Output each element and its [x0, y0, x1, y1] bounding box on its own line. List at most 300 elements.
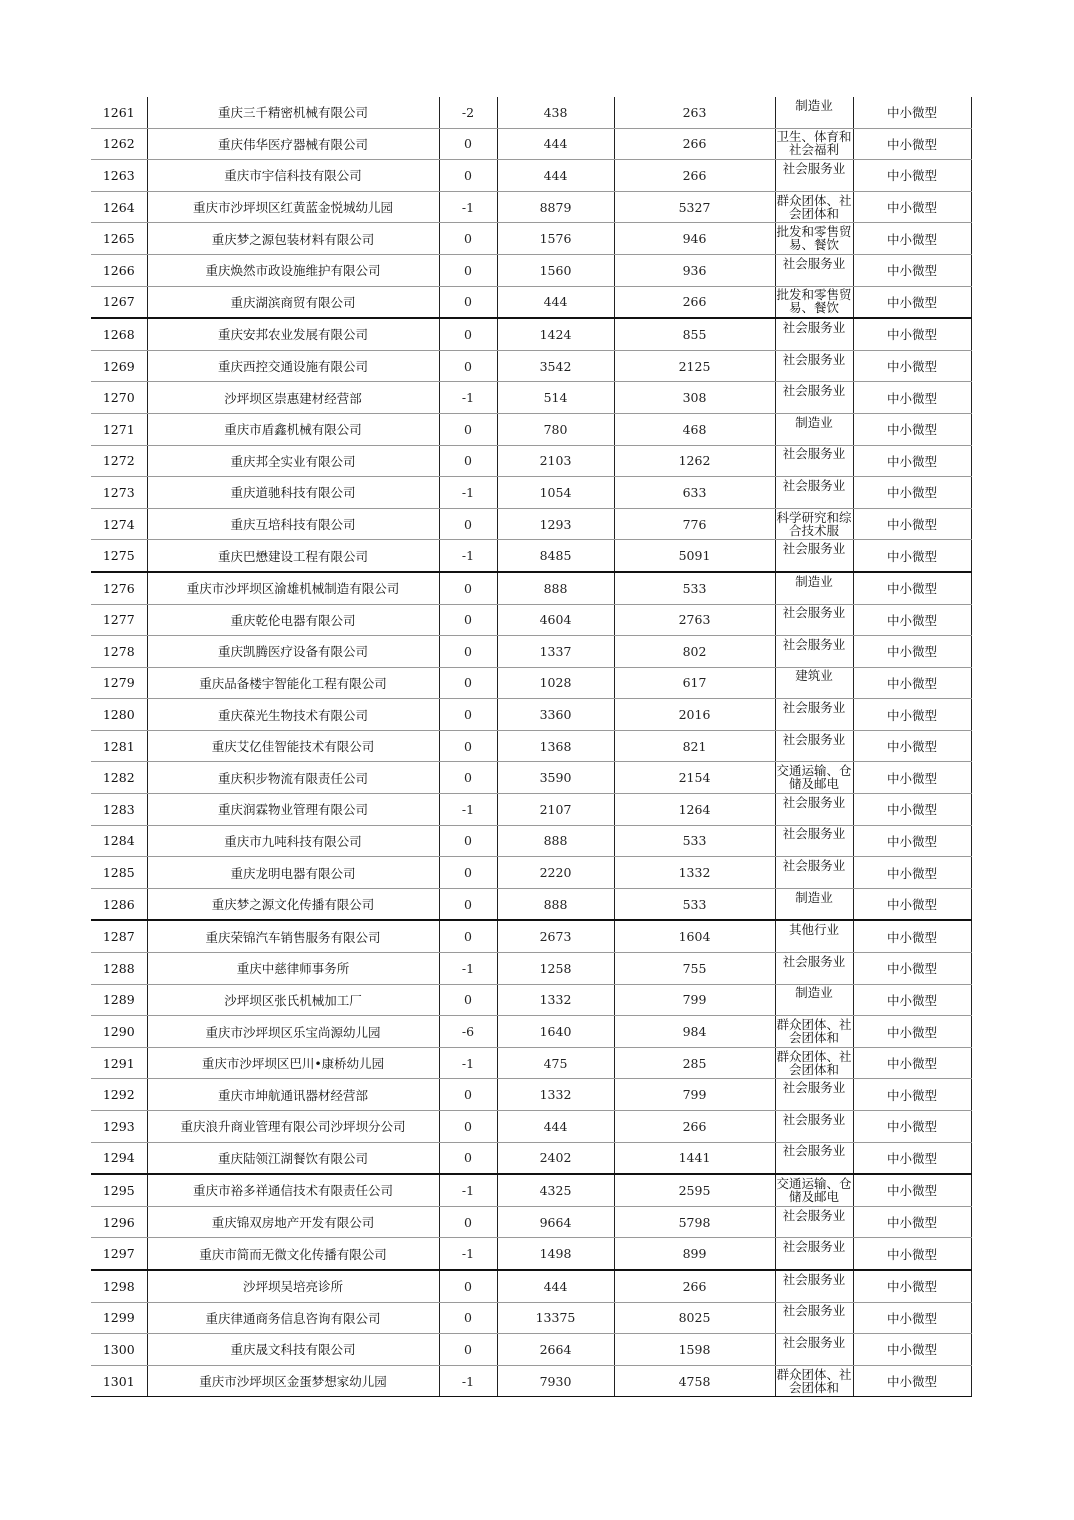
- cell-enterprise-size: 中小微型: [853, 1365, 971, 1397]
- cell-seq: 1272: [91, 445, 147, 477]
- cell-company-name: 重庆三千精密机械有限公司: [147, 97, 439, 128]
- cell-industry: [775, 1238, 853, 1270]
- cell-seq: 1277: [91, 604, 147, 636]
- cell-change: 0: [439, 350, 497, 382]
- cell-change: 0: [439, 1302, 497, 1334]
- cell-company-name: 重庆润霖物业管理有限公司: [147, 794, 439, 826]
- cell-change: 0: [439, 1142, 497, 1174]
- cell-industry: [775, 1270, 853, 1302]
- cell-change: -2: [439, 97, 497, 128]
- cell-company-name: 重庆市沙坪坝区渝雄机械制造有限公司: [147, 572, 439, 604]
- cell-change: 0: [439, 1111, 497, 1143]
- cell-seq: 1270: [91, 382, 147, 414]
- table-row: [91, 667, 971, 699]
- industry-text: 制造业: [795, 415, 833, 430]
- cell-enterprise-size: 中小微型: [853, 254, 971, 286]
- table-row: [91, 762, 971, 794]
- cell-value-a: 7930: [497, 1365, 614, 1397]
- cell-seq: 1266: [91, 254, 147, 286]
- industry-text: 群众团体、社会团体和: [776, 1049, 852, 1077]
- industry-text: 社会服务业: [782, 1272, 846, 1287]
- cell-value-a: 1028: [497, 667, 614, 699]
- cell-value-b: 1598: [614, 1334, 775, 1366]
- cell-seq: 1261: [91, 97, 147, 128]
- cell-enterprise-size: 中小微型: [853, 604, 971, 636]
- table-row: [91, 1016, 971, 1048]
- cell-industry: [775, 636, 853, 668]
- cell-change: 0: [439, 254, 497, 286]
- table-row: [91, 953, 971, 985]
- cell-industry: [775, 350, 853, 382]
- cell-enterprise-size: 中小微型: [853, 730, 971, 762]
- industry-text: 社会服务业: [782, 795, 846, 810]
- table-row: [91, 604, 971, 636]
- cell-enterprise-size: 中小微型: [853, 1270, 971, 1302]
- cell-value-b: 799: [614, 1079, 775, 1111]
- cell-value-a: 1293: [497, 508, 614, 540]
- industry-text: 群众团体、社会团体和: [776, 1367, 852, 1395]
- cell-company-name: 重庆律通商务信息咨询有限公司: [147, 1302, 439, 1334]
- table-row: [91, 1047, 971, 1079]
- industry-text: 社会服务业: [782, 606, 846, 621]
- cell-enterprise-size: 中小微型: [853, 1302, 971, 1334]
- cell-industry: [775, 1079, 853, 1111]
- cell-company-name: 重庆梦之源文化传播有限公司: [147, 888, 439, 920]
- cell-seq: 1295: [91, 1174, 147, 1206]
- cell-seq: 1269: [91, 350, 147, 382]
- cell-company-name: 重庆道驰科技有限公司: [147, 477, 439, 509]
- table-row: [91, 1302, 971, 1334]
- cell-change: 0: [439, 1206, 497, 1238]
- cell-seq: 1271: [91, 413, 147, 445]
- cell-value-b: 821: [614, 730, 775, 762]
- industry-text: 社会服务业: [782, 701, 846, 716]
- cell-value-b: 4758: [614, 1365, 775, 1397]
- cell-industry: [775, 667, 853, 699]
- table-row: [91, 286, 971, 318]
- industry-text: 交通运输、仓储及邮电: [776, 764, 852, 792]
- cell-industry: [775, 920, 853, 952]
- cell-industry: [775, 223, 853, 255]
- industry-text: 社会服务业: [782, 1081, 846, 1096]
- cell-industry: [775, 508, 853, 540]
- cell-enterprise-size: 中小微型: [853, 1206, 971, 1238]
- cell-seq: 1284: [91, 825, 147, 857]
- cell-value-b: 984: [614, 1016, 775, 1048]
- cell-change: 0: [439, 667, 497, 699]
- cell-value-b: 633: [614, 477, 775, 509]
- cell-industry: [775, 1302, 853, 1334]
- cell-value-b: 899: [614, 1238, 775, 1270]
- cell-change: 0: [439, 445, 497, 477]
- cell-seq: 1278: [91, 636, 147, 668]
- cell-value-b: 2016: [614, 699, 775, 731]
- cell-company-name: 重庆锦双房地产开发有限公司: [147, 1206, 439, 1238]
- cell-value-a: 514: [497, 382, 614, 414]
- cell-industry: [775, 318, 853, 350]
- cell-seq: 1268: [91, 318, 147, 350]
- cell-value-a: 1560: [497, 254, 614, 286]
- cell-enterprise-size: 中小微型: [853, 128, 971, 160]
- cell-enterprise-size: 中小微型: [853, 667, 971, 699]
- table-row: [91, 572, 971, 604]
- table-row: [91, 699, 971, 731]
- cell-value-a: 13375: [497, 1302, 614, 1334]
- cell-value-a: 444: [497, 286, 614, 318]
- cell-change: -1: [439, 1047, 497, 1079]
- table-row: [91, 1238, 971, 1270]
- cell-change: 0: [439, 920, 497, 952]
- industry-text: 社会服务业: [782, 1208, 846, 1223]
- cell-value-b: 5327: [614, 191, 775, 223]
- industry-text: 社会服务业: [782, 320, 846, 335]
- cell-value-a: 2220: [497, 857, 614, 889]
- industry-text: 社会服务业: [782, 1304, 846, 1319]
- cell-seq: 1294: [91, 1142, 147, 1174]
- cell-seq: 1262: [91, 128, 147, 160]
- industry-text: 社会服务业: [782, 1335, 846, 1350]
- cell-enterprise-size: 中小微型: [853, 1174, 971, 1206]
- cell-industry: [775, 1111, 853, 1143]
- table-row: [91, 1270, 971, 1302]
- cell-change: 0: [439, 318, 497, 350]
- industry-text: 社会服务业: [782, 954, 846, 969]
- cell-enterprise-size: 中小微型: [853, 888, 971, 920]
- industry-text: 社会服务业: [782, 1112, 846, 1127]
- cell-value-b: 2595: [614, 1174, 775, 1206]
- cell-enterprise-size: 中小微型: [853, 382, 971, 414]
- cell-value-a: 2107: [497, 794, 614, 826]
- cell-value-a: 4604: [497, 604, 614, 636]
- table-row: [91, 857, 971, 889]
- cell-industry: [775, 413, 853, 445]
- cell-industry: [775, 984, 853, 1016]
- cell-company-name: 重庆湖滨商贸有限公司: [147, 286, 439, 318]
- cell-value-a: 1498: [497, 1238, 614, 1270]
- cell-value-a: 780: [497, 413, 614, 445]
- cell-seq: 1273: [91, 477, 147, 509]
- cell-change: 0: [439, 413, 497, 445]
- industry-text: 交通运输、仓储及邮电: [776, 1176, 852, 1204]
- cell-seq: 1296: [91, 1206, 147, 1238]
- cell-value-a: 1332: [497, 1079, 614, 1111]
- cell-industry: [775, 382, 853, 414]
- cell-company-name: 重庆市沙坪坝区巴川•康桥幼儿园: [147, 1047, 439, 1079]
- cell-value-a: 444: [497, 1111, 614, 1143]
- table-body: [91, 97, 971, 1397]
- cell-value-b: 266: [614, 286, 775, 318]
- industry-text: 社会服务业: [782, 256, 846, 271]
- cell-company-name: 重庆乾伦电器有限公司: [147, 604, 439, 636]
- cell-seq: 1286: [91, 888, 147, 920]
- table-row: [91, 191, 971, 223]
- cell-change: -1: [439, 191, 497, 223]
- cell-value-b: 855: [614, 318, 775, 350]
- cell-enterprise-size: 中小微型: [853, 825, 971, 857]
- cell-value-a: 1337: [497, 636, 614, 668]
- cell-company-name: 重庆焕然市政设施维护有限公司: [147, 254, 439, 286]
- table-row: [91, 318, 971, 350]
- cell-seq: 1275: [91, 540, 147, 572]
- cell-company-name: 重庆巴懋建设工程有限公司: [147, 540, 439, 572]
- cell-value-a: 1054: [497, 477, 614, 509]
- industry-text: 建筑业: [795, 669, 833, 684]
- cell-value-b: 1262: [614, 445, 775, 477]
- cell-enterprise-size: 中小微型: [853, 1016, 971, 1048]
- cell-change: 0: [439, 1334, 497, 1366]
- cell-change: 0: [439, 888, 497, 920]
- industry-text: 社会服务业: [782, 542, 846, 557]
- table-row: [91, 160, 971, 192]
- cell-change: 0: [439, 636, 497, 668]
- industry-text: 社会服务业: [782, 1240, 846, 1255]
- cell-company-name: 重庆市宇信科技有限公司: [147, 160, 439, 192]
- cell-value-b: 266: [614, 1270, 775, 1302]
- cell-enterprise-size: 中小微型: [853, 1238, 971, 1270]
- cell-change: -1: [439, 1174, 497, 1206]
- cell-industry: [775, 572, 853, 604]
- cell-company-name: 重庆市坤航通讯器材经营部: [147, 1079, 439, 1111]
- cell-company-name: 重庆中慈律师事务所: [147, 953, 439, 985]
- cell-industry: [775, 160, 853, 192]
- cell-value-a: 444: [497, 128, 614, 160]
- cell-company-name: 重庆市盾鑫机械有限公司: [147, 413, 439, 445]
- cell-seq: 1301: [91, 1365, 147, 1397]
- cell-value-a: 438: [497, 97, 614, 128]
- table-row: [91, 1174, 971, 1206]
- table-row: [91, 1334, 971, 1366]
- cell-enterprise-size: 中小微型: [853, 572, 971, 604]
- cell-enterprise-size: 中小微型: [853, 762, 971, 794]
- cell-industry: [775, 953, 853, 985]
- cell-value-a: 8879: [497, 191, 614, 223]
- cell-seq: 1283: [91, 794, 147, 826]
- cell-value-b: 1264: [614, 794, 775, 826]
- cell-change: 0: [439, 857, 497, 889]
- table-row: [91, 730, 971, 762]
- cell-enterprise-size: 中小微型: [853, 318, 971, 350]
- cell-industry: [775, 825, 853, 857]
- cell-value-a: 888: [497, 572, 614, 604]
- cell-value-b: 308: [614, 382, 775, 414]
- cell-company-name: 沙坪坝区张氏机械加工厂: [147, 984, 439, 1016]
- cell-value-b: 946: [614, 223, 775, 255]
- cell-seq: 1298: [91, 1270, 147, 1302]
- cell-value-a: 1332: [497, 984, 614, 1016]
- cell-company-name: 重庆市沙坪坝区红黄蓝金悦城幼儿园: [147, 191, 439, 223]
- industry-text: 制造业: [795, 986, 833, 1001]
- industry-text: 其他行业: [788, 923, 839, 938]
- cell-industry: [775, 699, 853, 731]
- industry-text: 社会服务业: [782, 859, 846, 874]
- cell-value-b: 533: [614, 825, 775, 857]
- cell-value-b: 755: [614, 953, 775, 985]
- cell-enterprise-size: 中小微型: [853, 1334, 971, 1366]
- cell-enterprise-size: 中小微型: [853, 636, 971, 668]
- cell-seq: 1285: [91, 857, 147, 889]
- table-row: [91, 350, 971, 382]
- cell-company-name: 重庆市沙坪坝区乐宝尚源幼儿园: [147, 1016, 439, 1048]
- table-row: [91, 1365, 971, 1397]
- cell-seq: 1300: [91, 1334, 147, 1366]
- cell-enterprise-size: 中小微型: [853, 984, 971, 1016]
- cell-seq: 1265: [91, 223, 147, 255]
- table-row: [91, 1079, 971, 1111]
- cell-value-a: 888: [497, 825, 614, 857]
- cell-change: -1: [439, 953, 497, 985]
- cell-industry: [775, 191, 853, 223]
- cell-value-a: 475: [497, 1047, 614, 1079]
- cell-seq: 1281: [91, 730, 147, 762]
- cell-enterprise-size: 中小微型: [853, 920, 971, 952]
- enterprise-table: [91, 97, 972, 1397]
- cell-company-name: 重庆凯腾医疗设备有限公司: [147, 636, 439, 668]
- cell-company-name: 重庆葆光生物技术有限公司: [147, 699, 439, 731]
- industry-text: 社会服务业: [782, 478, 846, 493]
- cell-change: 0: [439, 572, 497, 604]
- cell-value-b: 799: [614, 984, 775, 1016]
- industry-text: 社会服务业: [782, 384, 846, 399]
- table-row: [91, 1142, 971, 1174]
- cell-industry: [775, 254, 853, 286]
- cell-enterprise-size: 中小微型: [853, 477, 971, 509]
- cell-value-b: 533: [614, 572, 775, 604]
- cell-value-b: 936: [614, 254, 775, 286]
- cell-seq: 1293: [91, 1111, 147, 1143]
- cell-value-b: 5091: [614, 540, 775, 572]
- cell-value-a: 1640: [497, 1016, 614, 1048]
- cell-seq: 1288: [91, 953, 147, 985]
- cell-seq: 1291: [91, 1047, 147, 1079]
- cell-change: 0: [439, 508, 497, 540]
- cell-seq: 1290: [91, 1016, 147, 1048]
- industry-text: 卫生、体育和社会福利: [776, 130, 852, 158]
- cell-company-name: 重庆市沙坪坝区金蛋梦想家幼儿园: [147, 1365, 439, 1397]
- cell-enterprise-size: 中小微型: [853, 1111, 971, 1143]
- cell-value-b: 285: [614, 1047, 775, 1079]
- cell-industry: [775, 1365, 853, 1397]
- cell-enterprise-size: 中小微型: [853, 286, 971, 318]
- cell-change: 0: [439, 1270, 497, 1302]
- cell-change: -1: [439, 540, 497, 572]
- cell-value-a: 888: [497, 888, 614, 920]
- table-row: [91, 984, 971, 1016]
- cell-seq: 1264: [91, 191, 147, 223]
- industry-text: 批发和零售贸易、餐饮: [776, 225, 852, 253]
- cell-company-name: 重庆浪升商业管理有限公司沙坪坝分公司: [147, 1111, 439, 1143]
- industry-text: 社会服务业: [782, 732, 846, 747]
- cell-change: 0: [439, 825, 497, 857]
- cell-value-a: 3360: [497, 699, 614, 731]
- cell-seq: 1280: [91, 699, 147, 731]
- cell-industry: [775, 1047, 853, 1079]
- industry-text: 社会服务业: [782, 637, 846, 652]
- cell-industry: [775, 1174, 853, 1206]
- cell-seq: 1282: [91, 762, 147, 794]
- cell-value-a: 8485: [497, 540, 614, 572]
- cell-value-b: 468: [614, 413, 775, 445]
- cell-industry: [775, 888, 853, 920]
- cell-value-a: 1576: [497, 223, 614, 255]
- cell-company-name: 重庆伟华医疗器械有限公司: [147, 128, 439, 160]
- table-row: [91, 920, 971, 952]
- cell-change: 0: [439, 730, 497, 762]
- industry-text: 群众团体、社会团体和: [776, 193, 852, 221]
- cell-value-b: 1332: [614, 857, 775, 889]
- table-row: [91, 636, 971, 668]
- cell-industry: [775, 540, 853, 572]
- industry-text: 群众团体、社会团体和: [776, 1018, 852, 1046]
- cell-industry: [775, 1334, 853, 1366]
- table-row: [91, 540, 971, 572]
- industry-text: 制造业: [795, 98, 833, 113]
- industry-text: 社会服务业: [782, 827, 846, 842]
- cell-value-b: 263: [614, 97, 775, 128]
- cell-change: -6: [439, 1016, 497, 1048]
- cell-enterprise-size: 中小微型: [853, 699, 971, 731]
- cell-enterprise-size: 中小微型: [853, 191, 971, 223]
- cell-value-b: 1441: [614, 1142, 775, 1174]
- cell-value-b: 5798: [614, 1206, 775, 1238]
- cell-value-b: 2125: [614, 350, 775, 382]
- table-row: [91, 825, 971, 857]
- table-row: [91, 382, 971, 414]
- cell-value-b: 2763: [614, 604, 775, 636]
- cell-industry: [775, 1206, 853, 1238]
- cell-value-b: 8025: [614, 1302, 775, 1334]
- cell-industry: [775, 445, 853, 477]
- cell-enterprise-size: 中小微型: [853, 1142, 971, 1174]
- cell-seq: 1267: [91, 286, 147, 318]
- cell-seq: 1279: [91, 667, 147, 699]
- cell-change: 0: [439, 762, 497, 794]
- cell-company-name: 重庆邦全实业有限公司: [147, 445, 439, 477]
- cell-change: -1: [439, 477, 497, 509]
- cell-industry: [775, 286, 853, 318]
- cell-company-name: 重庆西控交通设施有限公司: [147, 350, 439, 382]
- table-row: [91, 223, 971, 255]
- cell-value-b: 533: [614, 888, 775, 920]
- cell-enterprise-size: 中小微型: [853, 794, 971, 826]
- table-row: [91, 1111, 971, 1143]
- industry-text: 批发和零售贸易、餐饮: [776, 288, 852, 316]
- cell-company-name: 重庆龙明电器有限公司: [147, 857, 439, 889]
- cell-value-b: 266: [614, 160, 775, 192]
- table-row: [91, 128, 971, 160]
- cell-value-a: 2103: [497, 445, 614, 477]
- cell-seq: 1287: [91, 920, 147, 952]
- cell-company-name: 重庆艾亿佳智能技术有限公司: [147, 730, 439, 762]
- industry-text: 制造业: [795, 890, 833, 905]
- table-row: [91, 477, 971, 509]
- cell-enterprise-size: 中小微型: [853, 953, 971, 985]
- cell-enterprise-size: 中小微型: [853, 445, 971, 477]
- cell-enterprise-size: 中小微型: [853, 350, 971, 382]
- cell-change: -1: [439, 794, 497, 826]
- cell-enterprise-size: 中小微型: [853, 97, 971, 128]
- cell-seq: 1276: [91, 572, 147, 604]
- cell-value-a: 2402: [497, 1142, 614, 1174]
- cell-change: 0: [439, 223, 497, 255]
- cell-company-name: 重庆荣锦汽车销售服务有限公司: [147, 920, 439, 952]
- cell-value-a: 2673: [497, 920, 614, 952]
- cell-company-name: 重庆安邦农业发展有限公司: [147, 318, 439, 350]
- table-row: [91, 445, 971, 477]
- cell-change: 0: [439, 984, 497, 1016]
- cell-seq: 1289: [91, 984, 147, 1016]
- industry-text: 社会服务业: [782, 1144, 846, 1159]
- cell-value-a: 1258: [497, 953, 614, 985]
